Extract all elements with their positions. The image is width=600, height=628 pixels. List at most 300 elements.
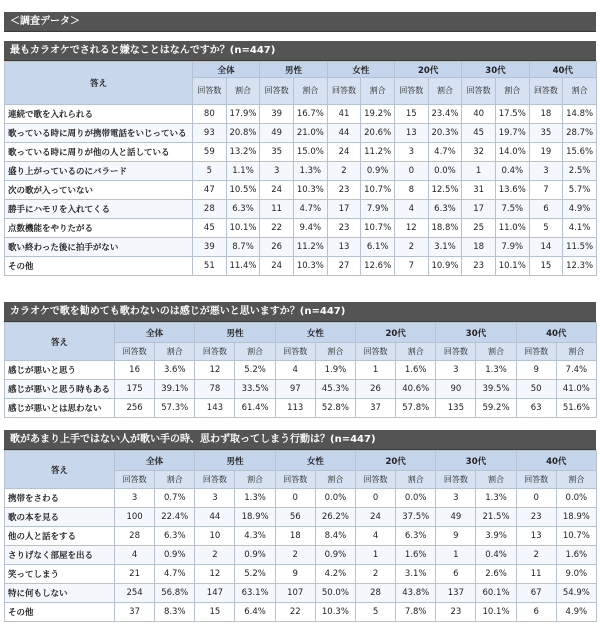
- ratio-header: 割合: [315, 471, 355, 489]
- group-header: 30代: [436, 323, 516, 343]
- table-row: [5, 162, 597, 181]
- count-cell: 0: [275, 489, 315, 508]
- count-cell: 51: [193, 257, 227, 276]
- ratio-header: 割合: [495, 78, 529, 105]
- ratio-cell: 4.2%: [315, 565, 355, 584]
- row-label: 歌っている時に周りが他の人と話している: [5, 143, 193, 162]
- count-header: 回答数: [355, 471, 395, 489]
- ratio-cell: 10.3%: [293, 181, 327, 200]
- ratio-cell: 20.3%: [428, 124, 462, 143]
- survey3-table: [4, 450, 597, 622]
- ratio-cell: 0.0%: [428, 162, 462, 181]
- ratio-cell: 9.4%: [293, 219, 327, 238]
- ratio-header: 割合: [428, 78, 462, 105]
- table-row: [5, 546, 597, 565]
- ratio-cell: 33.5%: [235, 380, 275, 399]
- ratio-cell: 0.0%: [315, 489, 355, 508]
- group-header: 40代: [516, 323, 596, 343]
- ratio-cell: 3.6%: [155, 361, 195, 380]
- count-header: 回答数: [355, 343, 395, 361]
- count-cell: 1: [355, 361, 395, 380]
- ratio-cell: 12.3%: [563, 257, 597, 276]
- count-cell: 35: [529, 124, 563, 143]
- ratio-cell: 45.3%: [315, 380, 355, 399]
- count-cell: 0: [394, 162, 428, 181]
- count-cell: 19: [529, 143, 563, 162]
- ratio-cell: 11.4%: [226, 257, 260, 276]
- ratio-cell: 0.9%: [155, 546, 195, 565]
- count-cell: 15: [195, 603, 235, 622]
- ratio-cell: 26.2%: [315, 508, 355, 527]
- group-header: 20代: [355, 451, 435, 471]
- ratio-cell: 37.5%: [396, 508, 436, 527]
- ratio-cell: 14.8%: [563, 105, 597, 124]
- table-row: [5, 124, 597, 143]
- ratio-cell: 11.2%: [293, 238, 327, 257]
- count-cell: 37: [115, 603, 155, 622]
- count-cell: 5: [193, 162, 227, 181]
- count-cell: 22: [260, 219, 294, 238]
- count-cell: 4: [115, 546, 155, 565]
- count-cell: 3: [394, 143, 428, 162]
- count-cell: 17: [327, 200, 361, 219]
- ratio-cell: 6.3%: [396, 527, 436, 546]
- count-cell: 93: [193, 124, 227, 143]
- row-label: 特に何もしない: [5, 584, 115, 603]
- count-cell: 1: [436, 546, 476, 565]
- ratio-cell: 0.4%: [495, 162, 529, 181]
- ratio-cell: 8.3%: [155, 603, 195, 622]
- ratio-cell: 60.1%: [476, 584, 516, 603]
- count-header: 回答数: [275, 471, 315, 489]
- ratio-cell: 10.1%: [476, 603, 516, 622]
- ratio-cell: 0.7%: [155, 489, 195, 508]
- ratio-cell: 54.9%: [556, 584, 596, 603]
- count-cell: 9: [275, 565, 315, 584]
- ratio-cell: 4.7%: [428, 143, 462, 162]
- ratio-cell: 18.8%: [428, 219, 462, 238]
- ratio-cell: 10.3%: [315, 603, 355, 622]
- ratio-cell: 59.2%: [476, 399, 516, 418]
- count-cell: 44: [327, 124, 361, 143]
- count-cell: 256: [115, 399, 155, 418]
- table-row: [5, 105, 597, 124]
- header-row: [5, 451, 597, 471]
- ratio-cell: 4.9%: [556, 603, 596, 622]
- count-cell: 13: [327, 238, 361, 257]
- ratio-cell: 51.6%: [556, 399, 596, 418]
- ratio-cell: 12.5%: [428, 181, 462, 200]
- count-cell: 113: [275, 399, 315, 418]
- ratio-cell: 0.9%: [315, 546, 355, 565]
- row-label: 点数機能をやりたがる: [5, 219, 193, 238]
- ratio-cell: 22.4%: [155, 508, 195, 527]
- group-header: 40代: [516, 451, 596, 471]
- row-label: 連続で歌を入れられる: [5, 105, 193, 124]
- ratio-cell: 6.4%: [235, 603, 275, 622]
- ratio-cell: 21.5%: [476, 508, 516, 527]
- ratio-cell: 1.3%: [235, 489, 275, 508]
- ratio-header: 割合: [235, 343, 275, 361]
- ratio-cell: 2.6%: [476, 565, 516, 584]
- ratio-cell: 15.6%: [563, 143, 597, 162]
- ratio-cell: 11.0%: [495, 219, 529, 238]
- row-label: 歌い終わった後に拍手がない: [5, 238, 193, 257]
- count-cell: 37: [355, 399, 395, 418]
- count-cell: 18: [462, 238, 496, 257]
- count-cell: 1: [462, 162, 496, 181]
- count-cell: 26: [355, 380, 395, 399]
- ratio-cell: 10.9%: [428, 257, 462, 276]
- ratio-cell: 4.7%: [155, 565, 195, 584]
- count-cell: 40: [462, 105, 496, 124]
- count-cell: 3: [529, 162, 563, 181]
- count-cell: 23: [462, 257, 496, 276]
- count-cell: 100: [115, 508, 155, 527]
- count-cell: 63: [516, 399, 556, 418]
- count-cell: 2: [516, 546, 556, 565]
- ratio-cell: 56.8%: [155, 584, 195, 603]
- ratio-header: 割合: [396, 471, 436, 489]
- ratio-cell: 1.3%: [293, 162, 327, 181]
- count-cell: 0: [355, 489, 395, 508]
- count-cell: 137: [436, 584, 476, 603]
- ratio-cell: 28.7%: [563, 124, 597, 143]
- count-cell: 13: [516, 527, 556, 546]
- count-cell: 4: [355, 527, 395, 546]
- ratio-cell: 14.0%: [495, 143, 529, 162]
- group-header: 全体: [193, 62, 260, 78]
- table-row: [5, 380, 597, 399]
- count-cell: 1: [355, 546, 395, 565]
- table-row: [5, 238, 597, 257]
- ratio-cell: 40.6%: [396, 380, 436, 399]
- group-header: 全体: [115, 451, 195, 471]
- count-cell: 32: [462, 143, 496, 162]
- ratio-cell: 6.1%: [361, 238, 395, 257]
- count-cell: 3: [436, 361, 476, 380]
- ratio-cell: 7.9%: [361, 200, 395, 219]
- count-cell: 45: [193, 219, 227, 238]
- count-cell: 147: [195, 584, 235, 603]
- table-row: [5, 219, 597, 238]
- count-cell: 22: [275, 603, 315, 622]
- ratio-cell: 15.0%: [293, 143, 327, 162]
- ratio-cell: 52.8%: [315, 399, 355, 418]
- ratio-cell: 11.5%: [563, 238, 597, 257]
- count-header: 回答数: [327, 78, 361, 105]
- survey2-question: カラオケで歌を勧めても歌わないのは感じが悪いと思いますか？(n=447): [4, 302, 596, 322]
- ratio-cell: 7.8%: [396, 603, 436, 622]
- header-row: [5, 323, 597, 343]
- ratio-cell: 10.7%: [361, 181, 395, 200]
- row-label: 感じが悪いと思う: [5, 361, 115, 380]
- ratio-cell: 17.9%: [226, 105, 260, 124]
- count-cell: 49: [436, 508, 476, 527]
- ratio-cell: 0.0%: [556, 489, 596, 508]
- group-header: 20代: [394, 62, 461, 78]
- group-header: 男性: [195, 451, 275, 471]
- survey3-question: 歌があまり上手ではない人が歌い手の時、思わず取ってしまう行動は？(n=447): [4, 430, 596, 450]
- count-cell: 254: [115, 584, 155, 603]
- count-cell: 5: [355, 603, 395, 622]
- ratio-cell: 7.5%: [495, 200, 529, 219]
- answer-header: 答え: [5, 451, 115, 489]
- ratio-cell: 4.9%: [563, 200, 597, 219]
- count-header: 回答数: [436, 471, 476, 489]
- ratio-cell: 1.3%: [476, 489, 516, 508]
- ratio-header: 割合: [293, 78, 327, 105]
- page-title: ＜調査データ＞: [4, 12, 596, 32]
- count-cell: 4: [275, 361, 315, 380]
- count-cell: 97: [275, 380, 315, 399]
- ratio-cell: 7.4%: [556, 361, 596, 380]
- ratio-cell: 6.3%: [155, 527, 195, 546]
- table-row: [5, 603, 597, 622]
- count-header: 回答数: [436, 343, 476, 361]
- count-cell: 67: [516, 584, 556, 603]
- count-cell: 12: [394, 219, 428, 238]
- count-cell: 143: [195, 399, 235, 418]
- count-cell: 9: [436, 527, 476, 546]
- ratio-cell: 5.7%: [563, 181, 597, 200]
- table-row: [5, 257, 597, 276]
- count-cell: 56: [275, 508, 315, 527]
- table-row: [5, 181, 597, 200]
- ratio-cell: 9.0%: [556, 565, 596, 584]
- count-header: 回答数: [516, 343, 556, 361]
- ratio-cell: 11.2%: [361, 143, 395, 162]
- survey1-table: [4, 61, 597, 276]
- ratio-header: 割合: [155, 343, 195, 361]
- count-cell: 39: [260, 105, 294, 124]
- table-row: [5, 143, 597, 162]
- count-cell: 14: [529, 238, 563, 257]
- row-label: 盛り上がっているのにバラード: [5, 162, 193, 181]
- count-header: 回答数: [195, 471, 235, 489]
- count-cell: 39: [193, 238, 227, 257]
- count-cell: 24: [355, 508, 395, 527]
- count-cell: 23: [516, 508, 556, 527]
- ratio-cell: 6.3%: [226, 200, 260, 219]
- table-row: [5, 200, 597, 219]
- ratio-cell: 19.7%: [495, 124, 529, 143]
- ratio-header: 割合: [235, 471, 275, 489]
- count-cell: 24: [260, 257, 294, 276]
- ratio-cell: 3.1%: [396, 565, 436, 584]
- table-row: [5, 527, 597, 546]
- ratio-cell: 0.9%: [361, 162, 395, 181]
- count-cell: 9: [516, 361, 556, 380]
- count-cell: 27: [327, 257, 361, 276]
- ratio-cell: 13.6%: [495, 181, 529, 200]
- table-row: [5, 361, 597, 380]
- count-cell: 2: [275, 546, 315, 565]
- count-header: 回答数: [260, 78, 294, 105]
- count-cell: 107: [275, 584, 315, 603]
- table-row: [5, 399, 597, 418]
- ratio-cell: 57.8%: [396, 399, 436, 418]
- row-label: 歌っている時に周りが携帯電話をいじっている: [5, 124, 193, 143]
- ratio-cell: 3.9%: [476, 527, 516, 546]
- group-header: 20代: [355, 323, 435, 343]
- count-header: 回答数: [516, 471, 556, 489]
- ratio-header: 割合: [361, 78, 395, 105]
- count-cell: 45: [462, 124, 496, 143]
- count-cell: 3: [260, 162, 294, 181]
- ratio-cell: 8.4%: [315, 527, 355, 546]
- count-header: 回答数: [195, 343, 235, 361]
- ratio-cell: 8.7%: [226, 238, 260, 257]
- survey2-table: [4, 322, 597, 418]
- ratio-cell: 20.8%: [226, 124, 260, 143]
- count-cell: 18: [275, 527, 315, 546]
- count-cell: 3: [115, 489, 155, 508]
- row-label: 笑ってしまう: [5, 565, 115, 584]
- count-cell: 175: [115, 380, 155, 399]
- count-cell: 0: [516, 489, 556, 508]
- ratio-cell: 12.6%: [361, 257, 395, 276]
- count-cell: 26: [260, 238, 294, 257]
- row-label: その他: [5, 603, 115, 622]
- ratio-cell: 16.7%: [293, 105, 327, 124]
- count-cell: 6: [436, 565, 476, 584]
- group-header: 30代: [462, 62, 529, 78]
- group-header: 女性: [275, 451, 355, 471]
- row-label: 携帯をさわる: [5, 489, 115, 508]
- count-cell: 3: [436, 489, 476, 508]
- ratio-cell: 20.6%: [361, 124, 395, 143]
- ratio-cell: 19.2%: [361, 105, 395, 124]
- count-cell: 23: [327, 219, 361, 238]
- ratio-cell: 1.6%: [396, 546, 436, 565]
- ratio-header: 割合: [396, 343, 436, 361]
- group-header: 女性: [327, 62, 394, 78]
- ratio-cell: 2.5%: [563, 162, 597, 181]
- ratio-cell: 0.9%: [235, 546, 275, 565]
- ratio-cell: 21.0%: [293, 124, 327, 143]
- ratio-cell: 10.7%: [556, 527, 596, 546]
- count-cell: 7: [529, 181, 563, 200]
- ratio-cell: 10.7%: [361, 219, 395, 238]
- row-label: さりげなく部屋を出る: [5, 546, 115, 565]
- count-cell: 49: [260, 124, 294, 143]
- count-cell: 11: [516, 565, 556, 584]
- ratio-cell: 1.1%: [226, 162, 260, 181]
- ratio-cell: 7.9%: [495, 238, 529, 257]
- count-cell: 31: [462, 181, 496, 200]
- ratio-header: 割合: [556, 343, 596, 361]
- group-header: 30代: [436, 451, 516, 471]
- row-label: 感じが悪いとは思わない: [5, 399, 115, 418]
- ratio-header: 割合: [563, 78, 597, 105]
- ratio-cell: 39.5%: [476, 380, 516, 399]
- ratio-cell: 50.0%: [315, 584, 355, 603]
- row-label: 次の歌が入っていない: [5, 181, 193, 200]
- ratio-cell: 43.8%: [396, 584, 436, 603]
- row-label: 感じが悪いと思う時もある: [5, 380, 115, 399]
- count-cell: 35: [260, 143, 294, 162]
- count-cell: 13: [394, 124, 428, 143]
- ratio-cell: 5.2%: [235, 361, 275, 380]
- ratio-cell: 23.4%: [428, 105, 462, 124]
- ratio-cell: 5.2%: [235, 565, 275, 584]
- table-row: [5, 489, 597, 508]
- ratio-cell: 13.2%: [226, 143, 260, 162]
- group-header: 女性: [275, 323, 355, 343]
- row-label: 勝手にハモリを入れてくる: [5, 200, 193, 219]
- count-header: 回答数: [115, 343, 155, 361]
- count-cell: 78: [195, 380, 235, 399]
- count-header: 回答数: [193, 78, 227, 105]
- ratio-header: 割合: [556, 471, 596, 489]
- ratio-cell: 61.4%: [235, 399, 275, 418]
- ratio-cell: 1.3%: [476, 361, 516, 380]
- count-cell: 2: [195, 546, 235, 565]
- group-header: 40代: [529, 62, 596, 78]
- row-label: 他の人と話をする: [5, 527, 115, 546]
- ratio-header: 割合: [476, 471, 516, 489]
- ratio-cell: 1.6%: [396, 361, 436, 380]
- ratio-cell: 17.5%: [495, 105, 529, 124]
- count-header: 回答数: [275, 343, 315, 361]
- ratio-cell: 0.0%: [396, 489, 436, 508]
- header-row: [5, 62, 597, 78]
- count-cell: 18: [529, 105, 563, 124]
- ratio-cell: 3.1%: [428, 238, 462, 257]
- count-cell: 15: [394, 105, 428, 124]
- ratio-cell: 63.1%: [235, 584, 275, 603]
- count-cell: 50: [516, 380, 556, 399]
- count-cell: 6: [529, 200, 563, 219]
- count-cell: 25: [462, 219, 496, 238]
- ratio-cell: 10.1%: [495, 257, 529, 276]
- count-cell: 23: [436, 603, 476, 622]
- survey1-question: 最もカラオケでされると嫌なことはなんですか？(n=447): [4, 41, 596, 61]
- count-header: 回答数: [529, 78, 563, 105]
- count-cell: 44: [195, 508, 235, 527]
- count-cell: 41: [327, 105, 361, 124]
- count-cell: 4: [394, 200, 428, 219]
- count-cell: 2: [394, 238, 428, 257]
- count-cell: 47: [193, 181, 227, 200]
- count-cell: 5: [529, 219, 563, 238]
- table-row: [5, 508, 597, 527]
- count-cell: 17: [462, 200, 496, 219]
- count-cell: 21: [115, 565, 155, 584]
- count-cell: 7: [394, 257, 428, 276]
- count-cell: 6: [516, 603, 556, 622]
- ratio-header: 割合: [155, 471, 195, 489]
- row-label: その他: [5, 257, 193, 276]
- count-cell: 2: [355, 565, 395, 584]
- count-cell: 23: [327, 181, 361, 200]
- group-header: 男性: [195, 323, 275, 343]
- ratio-cell: 41.0%: [556, 380, 596, 399]
- count-cell: 11: [260, 200, 294, 219]
- group-header: 男性: [260, 62, 327, 78]
- count-cell: 28: [193, 200, 227, 219]
- count-cell: 59: [193, 143, 227, 162]
- count-cell: 8: [394, 181, 428, 200]
- ratio-cell: 39.1%: [155, 380, 195, 399]
- answer-header: 答え: [5, 323, 115, 361]
- ratio-header: 割合: [476, 343, 516, 361]
- count-cell: 80: [193, 105, 227, 124]
- count-cell: 16: [115, 361, 155, 380]
- count-cell: 90: [436, 380, 476, 399]
- ratio-cell: 6.3%: [428, 200, 462, 219]
